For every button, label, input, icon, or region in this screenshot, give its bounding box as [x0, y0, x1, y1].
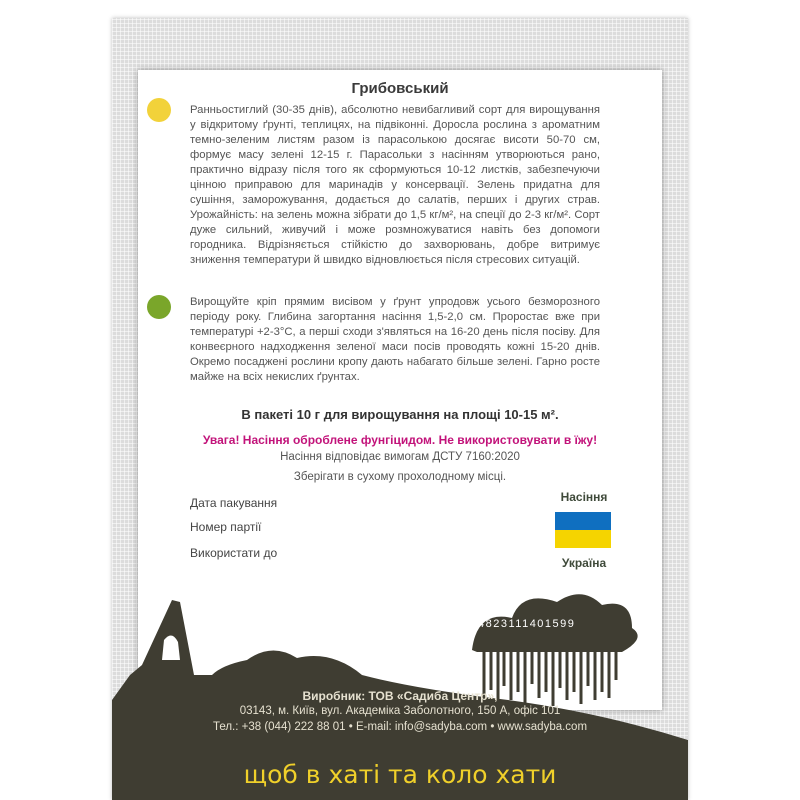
- pack-info: В пакеті 10 г для вирощування на площі 10-15 м².: [241, 407, 559, 422]
- growing-instructions: Вирощуйте кріп прямим висівом у ґрунт упродовж усього безморозного періоду року. Глибина загортання насіння 1,5-2,0 см. Проростає вже при температурі +2-3°С, а перші сходи з'являться на 16-20 день після посіву. Для конвеєрного надходження зеленої маси посів проводять кожні 15-20 днів. Окремо посаджені рослини кропу дають набагато більше зелені. Гарно росте майже на всіх некислих ґрунтах.: [190, 296, 600, 383]
- batch-number-label: Номер партії: [190, 520, 262, 534]
- yellow-bullet-dot: [147, 98, 171, 122]
- storage-note: Зберігати в сухому прохолодному місці.: [293, 471, 507, 483]
- green-bullet-dot: [147, 295, 171, 319]
- fungicide-warning: Увага! Насіння оброблене фунгіцидом. Не використовувати в їжу!: [202, 433, 598, 447]
- manufacturer-title: Виробник: ТОВ «Садиба Центр»,: [302, 689, 498, 703]
- brand-slogan: щоб в хаті та коло хати: [243, 760, 557, 789]
- country-label: Україна: [561, 556, 607, 570]
- pack-date-label: Дата пакування: [190, 496, 278, 510]
- ukraine-flag-icon: [555, 512, 611, 548]
- standard-note: Насіння відповідає вимогам ДСТУ 7160:2020: [280, 451, 520, 463]
- barcode-number: 4823111401599: [478, 618, 576, 630]
- manufacturer-contacts: Тел.: +38 (044) 222 88 01 • E-mail: info@sadyba.com • www.sadyba.com: [212, 721, 588, 733]
- use-by-label: Використати до: [190, 546, 278, 560]
- variety-title: Грибовський: [351, 80, 449, 97]
- variety-description: Ранньостиглий (30-35 днів), абсолютно невибагливий сорт для вирощування у відкритому ґрунті, теплицях, на підвіконні. Доросла рослина з ароматним темно-зеленим листям разом із парасолькою досягає висоти 50-70 см, формує масу зелені 12-15 г. Парасольки з насінням утворюються рано, практично відразу після того як сформуються 10-12 листків, забезпечуючи цінною приправою для маринадів у консервації. Зелень придатна для сушіння, заморожування, додається до салатів, перших і других страв. Урожайність: на зелень можна зібрати до 1,5 кг/м², на спеції до 2-3 кг/м². Сорт дуже сильний, живучий і може розмножуватися навіть без допомоги городника. Відрізняється стійкістю до захворювань, добре витримує зниження температури й швидко відновлюється після стресових ситуацій.: [190, 104, 600, 266]
- seeds-label: Насіння: [560, 490, 608, 504]
- manufacturer-address: 03143, м. Київ, вул. Академіка Заболотного, 150 А, офіс 101: [239, 705, 561, 717]
